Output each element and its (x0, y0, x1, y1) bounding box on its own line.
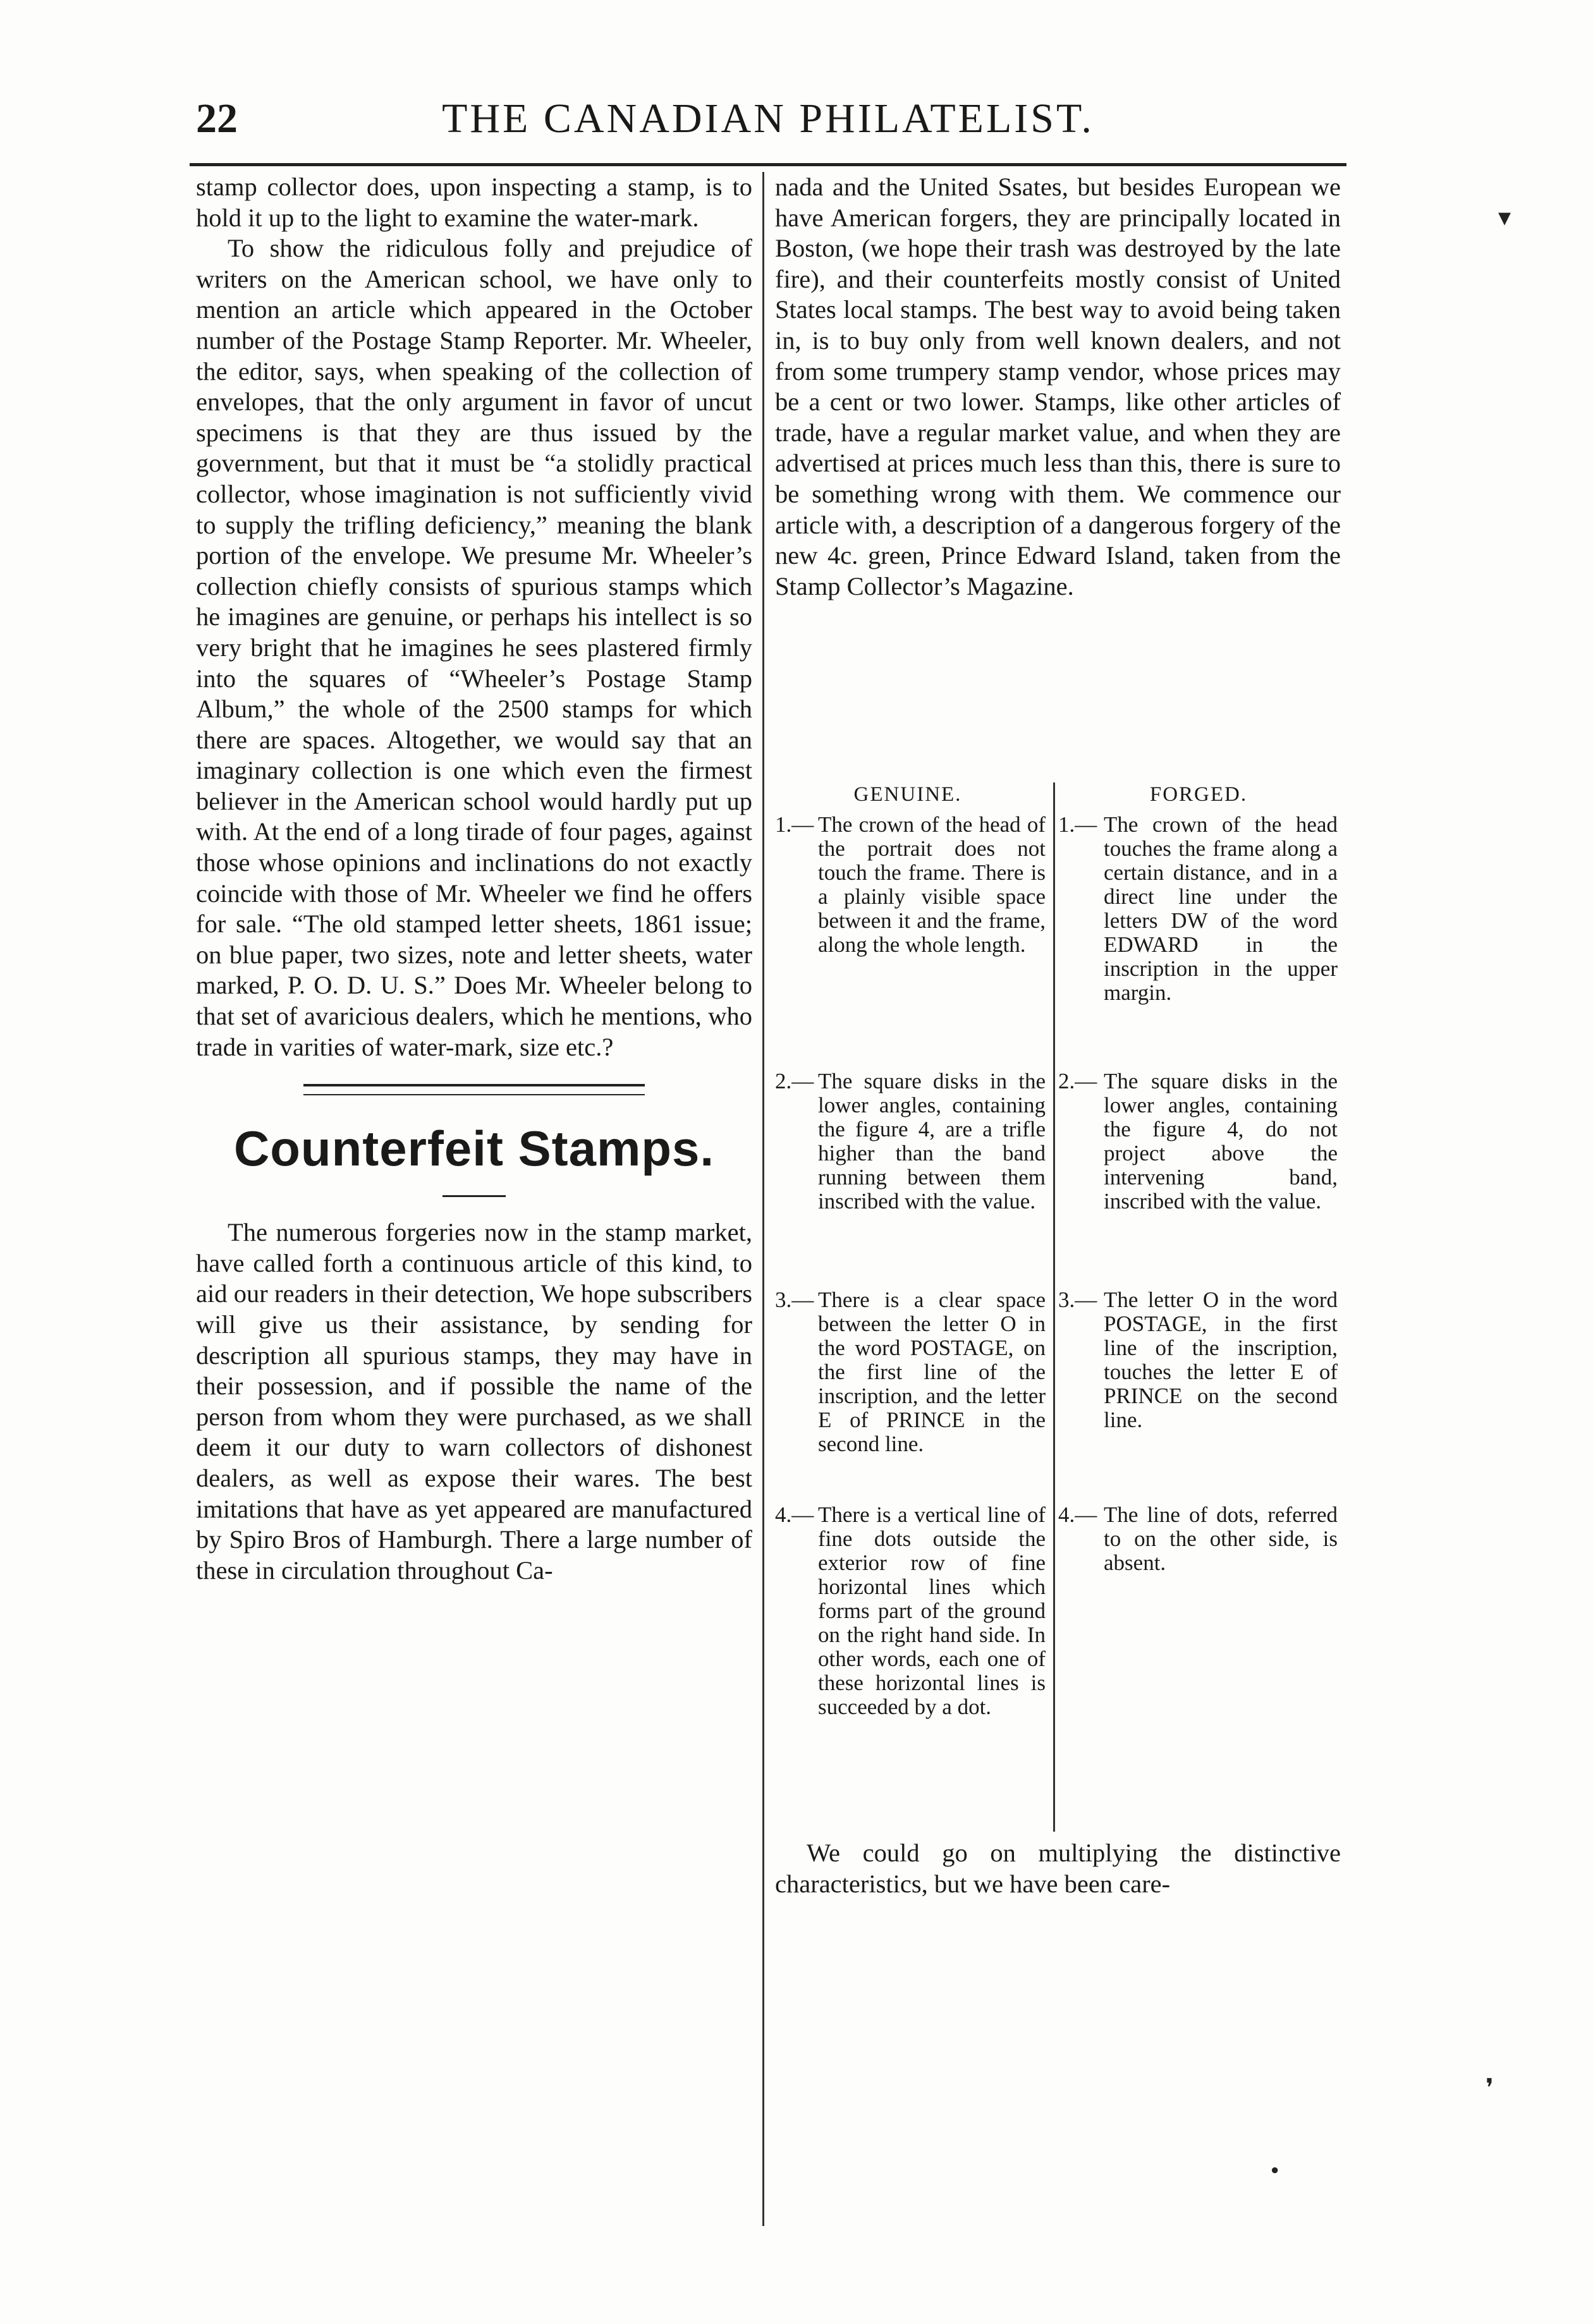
ink-speck: ● (1271, 2162, 1279, 2177)
right-column-top (775, 172, 1341, 602)
genuine-text: The square disks in the lower angles, containing the figure 4, are a trifle higher than the band running between them inscribed with the value. (818, 1069, 1046, 1214)
genuine-text: There is a vertical line of fine dots outside the exterior row of fine horizontal lines which forms part of the ground on the right hand side. In other words, each one of these horizontal lines is succeeded by a dot. (818, 1502, 1046, 1719)
section-title: Counterfeit Stamps. (233, 1121, 715, 1177)
right-column-bottom (775, 1838, 1341, 1899)
paragraph: The numerous forgeries now in the stamp market, have called forth a continuous article of this kind, to aid our readers in their detection, We hope subscribers will give us their assistance, by sending for description all spurious stamps, they may have in their possession, and if possible the name of the person from whom they were purchased, as we shall deem it our duty to warn collectors of dishonest dealers, as well as expose their wares. The best imitations that have as yet appeared are manufactured by Spiro Bros of Hamburgh. There a large number of these in circulation throughout Ca- (196, 1218, 752, 1585)
forged-text: The letter O in the word POSTAGE, in the first line of the inscription, touches the letter E of PRINCE on the second line. (1104, 1287, 1338, 1432)
section-divider (303, 1084, 645, 1095)
forged-number: 1.— (1058, 812, 1097, 837)
paragraph: We could go on multiplying the distinctive characteristics, but we have been care- (775, 1839, 1341, 1898)
comparison-divider (1053, 782, 1055, 1832)
paragraph: nada and the United Ssates, but besides European we have American forgers, they are principally located in Boston, (we hope their trash was destroyed by the late fire), and their counterfeits mostly consist of United States local stamps. The best way to avoid being taken in, is to buy only from well known dealers, and not from some trumpery stamp vendor, whose prices may be a cent or two lower. Stamps, like other articles of trade, have a regular market value, and when they are advertised at prices much less than this, there is sure to be something wrong with them. We commence our article with, a description of a dangerous forgery of the new 4c. green, Prince Edward Island, taken from the Stamp Collector’s Magazine. (775, 173, 1341, 600)
genuine-text: The crown of the head of the portrait does not touch the frame. There is a plainly visible space between it and the frame, along the whole length. (818, 812, 1046, 957)
forged-text: The line of dots, referred to on the other side, is absent. (1104, 1502, 1338, 1575)
title-underline (442, 1195, 506, 1197)
column-rule (762, 172, 764, 2226)
genuine-number: 2.— (775, 1069, 814, 1093)
forged-number: 3.— (1058, 1287, 1097, 1312)
genuine-number: 1.— (775, 812, 814, 837)
genuine-text: There is a clear space between the letter O in the word POSTAGE, on the first line of the inscription, and the letter E of PRINCE in the second line. (818, 1287, 1046, 1456)
header-rule (190, 163, 1346, 166)
genuine-number: 4.— (775, 1502, 814, 1527)
page-number: 22 (196, 95, 238, 142)
forged-number: 2.— (1058, 1069, 1097, 1093)
genuine-heading: GENUINE. (853, 783, 962, 806)
paragraph: To show the ridiculous folly and prejudice of writers on the American school, we have only to mention an article which appeared in the October number of the Postage Stamp Reporter. Mr. Wheeler, the editor, says, when speaking of the collection of envelopes, that the only argument in favor of uncut specimens is that they are thus issued by the government, but that it must be “a stolidly practical collector, whose imagination is not sufficiently vivid to supply the trifling deficiency,” meaning the blank portion of the envelope. We presume Mr. Wheeler’s collection chiefly consists of spurious stamps which he imagines are genuine, or perhaps his intellect is so very bright that he imagines he sees plastered firmly into the squares of “Wheeler’s Postage Stamp Album,” the whole of the 2500 stamps for which there are spaces. Altogether, we would say that an imaginary collection is one which even the firmest believer in the American school would hardly put up with. At the end of a long tirade of four pages, against those whose opinions and inclinations do not exactly coincide with those of Mr. Wheeler we find he offers for sale. “The old stamped letter sheets, 1861 issue; on blue paper, two sizes, note and letter sheets, water marked, P. O. D. U. S.” Does Mr. Wheeler belong to that set of avaricious dealers, which he mentions, who trade in varities of water-mark, size etc.? (196, 234, 752, 1061)
paragraph: stamp collector does, upon inspecting a stamp, is to hold it up to the light to examine the water-mark. (196, 173, 752, 232)
forged-number: 4.— (1058, 1502, 1097, 1527)
page-title: THE CANADIAN PHILATELIST. (442, 95, 1094, 142)
page-header (196, 95, 1340, 152)
comparison-table (775, 782, 1341, 1832)
forged-text: The square disks in the lower angles, containing the figure 4, do not project above the intervening band, inscribed with the value. (1104, 1069, 1338, 1214)
forged-heading: FORGED. (1149, 783, 1248, 806)
ink-speck: ❜ (1486, 2074, 1494, 2102)
left-column (196, 172, 752, 1586)
genuine-number: 3.— (775, 1287, 814, 1312)
ink-speck: ▾ (1498, 203, 1511, 231)
forged-text: The crown of the head touches the frame along a certain distance, and in a direct line under the letters DW of the word EDWARD in the inscription in the upper margin. (1104, 812, 1338, 1005)
